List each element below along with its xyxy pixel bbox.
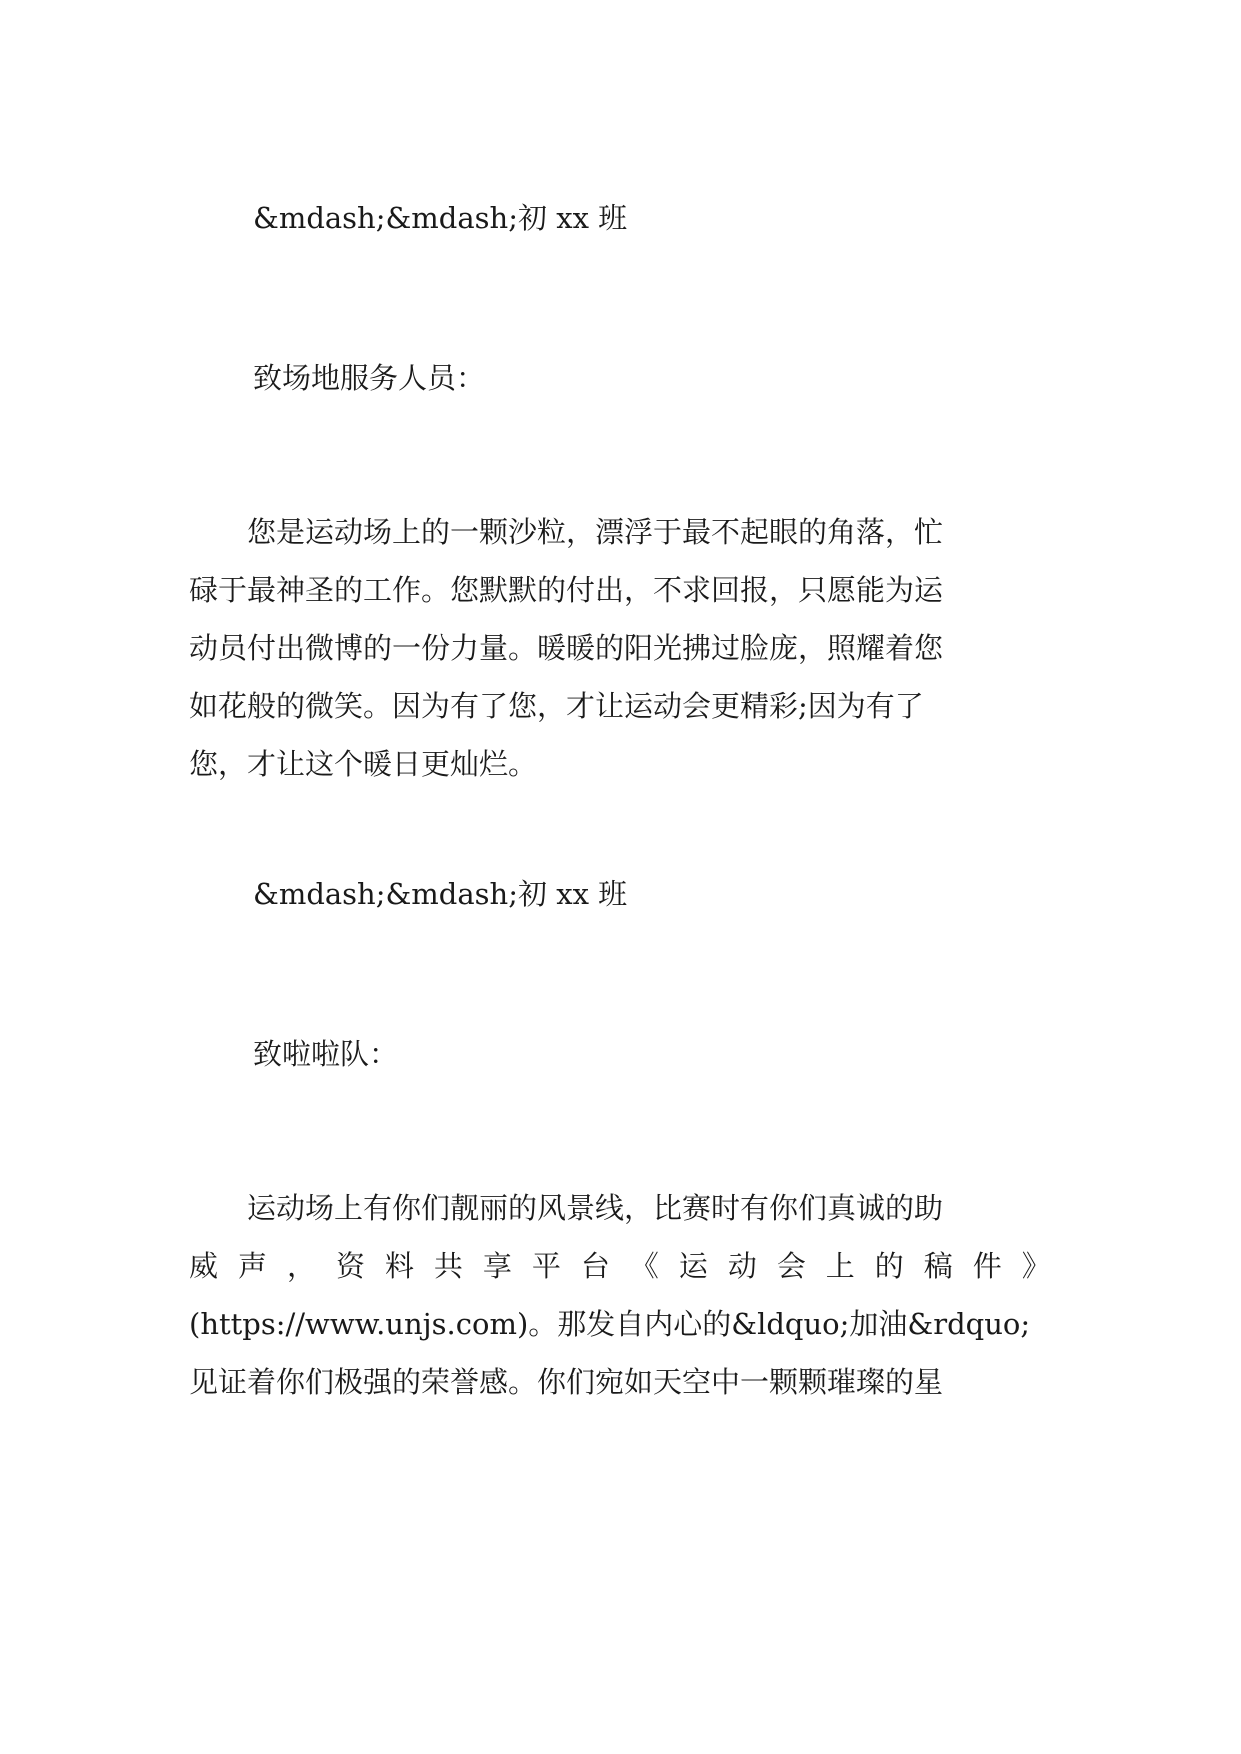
heading-cheer: 致啦啦队： [253, 1037, 399, 1071]
char: ， [286, 1249, 316, 1283]
char: 威 [189, 1249, 219, 1283]
signature-line: &mdash;&mdash;初 xx 班 [253, 201, 628, 235]
paragraph-line: 您是运动场上的一颗沙粒，漂浮于最不起眼的角落，忙 [189, 515, 944, 549]
char: 共 [433, 1249, 463, 1283]
cheer-paragraph [189, 1179, 1051, 1411]
char: 件 [972, 1249, 1002, 1283]
paragraph-line: 您，才让这个暖日更灿烂。 [189, 747, 538, 781]
char: 会 [776, 1249, 806, 1283]
paragraph-line: 见证着你们极强的荣誉感。你们宛如天空中一颗颗璀璨的星 [189, 1365, 944, 1399]
staff-paragraph [189, 503, 1051, 793]
char: 的 [874, 1249, 904, 1283]
char: 动 [727, 1249, 757, 1283]
justified-paragraph-line [189, 1237, 1051, 1295]
char: 上 [825, 1249, 855, 1283]
paragraph-line: 动员付出微博的一份力量。暖暖的阳光拂过脸庞，照耀着您 [189, 631, 944, 665]
char: 《 [629, 1249, 659, 1283]
char: 声 [237, 1249, 267, 1283]
char: 平 [531, 1249, 561, 1283]
char: 稿 [923, 1249, 953, 1283]
paragraph-line: 运动场上有你们靓丽的风景线，比赛时有你们真诚的助 [189, 1191, 944, 1225]
paragraph-line: (https://www.unjs.com)。那发自内心的&ldquo;加油&rdquo; [189, 1307, 1031, 1341]
char: 运 [678, 1249, 708, 1283]
paragraph-line: 如花般的微笑。因为有了您，才让运动会更精彩;因为有了 [189, 689, 924, 723]
heading-staff: 致场地服务人员： [253, 361, 486, 395]
char: 台 [580, 1249, 610, 1283]
char: 料 [384, 1249, 414, 1283]
char: 资 [335, 1249, 365, 1283]
char: 享 [482, 1249, 512, 1283]
char: 》 [1021, 1249, 1051, 1283]
paragraph-line: 碌于最神圣的工作。您默默的付出，不求回报，只愿能为运 [189, 573, 944, 607]
signature-line: &mdash;&mdash;初 xx 班 [253, 877, 628, 911]
